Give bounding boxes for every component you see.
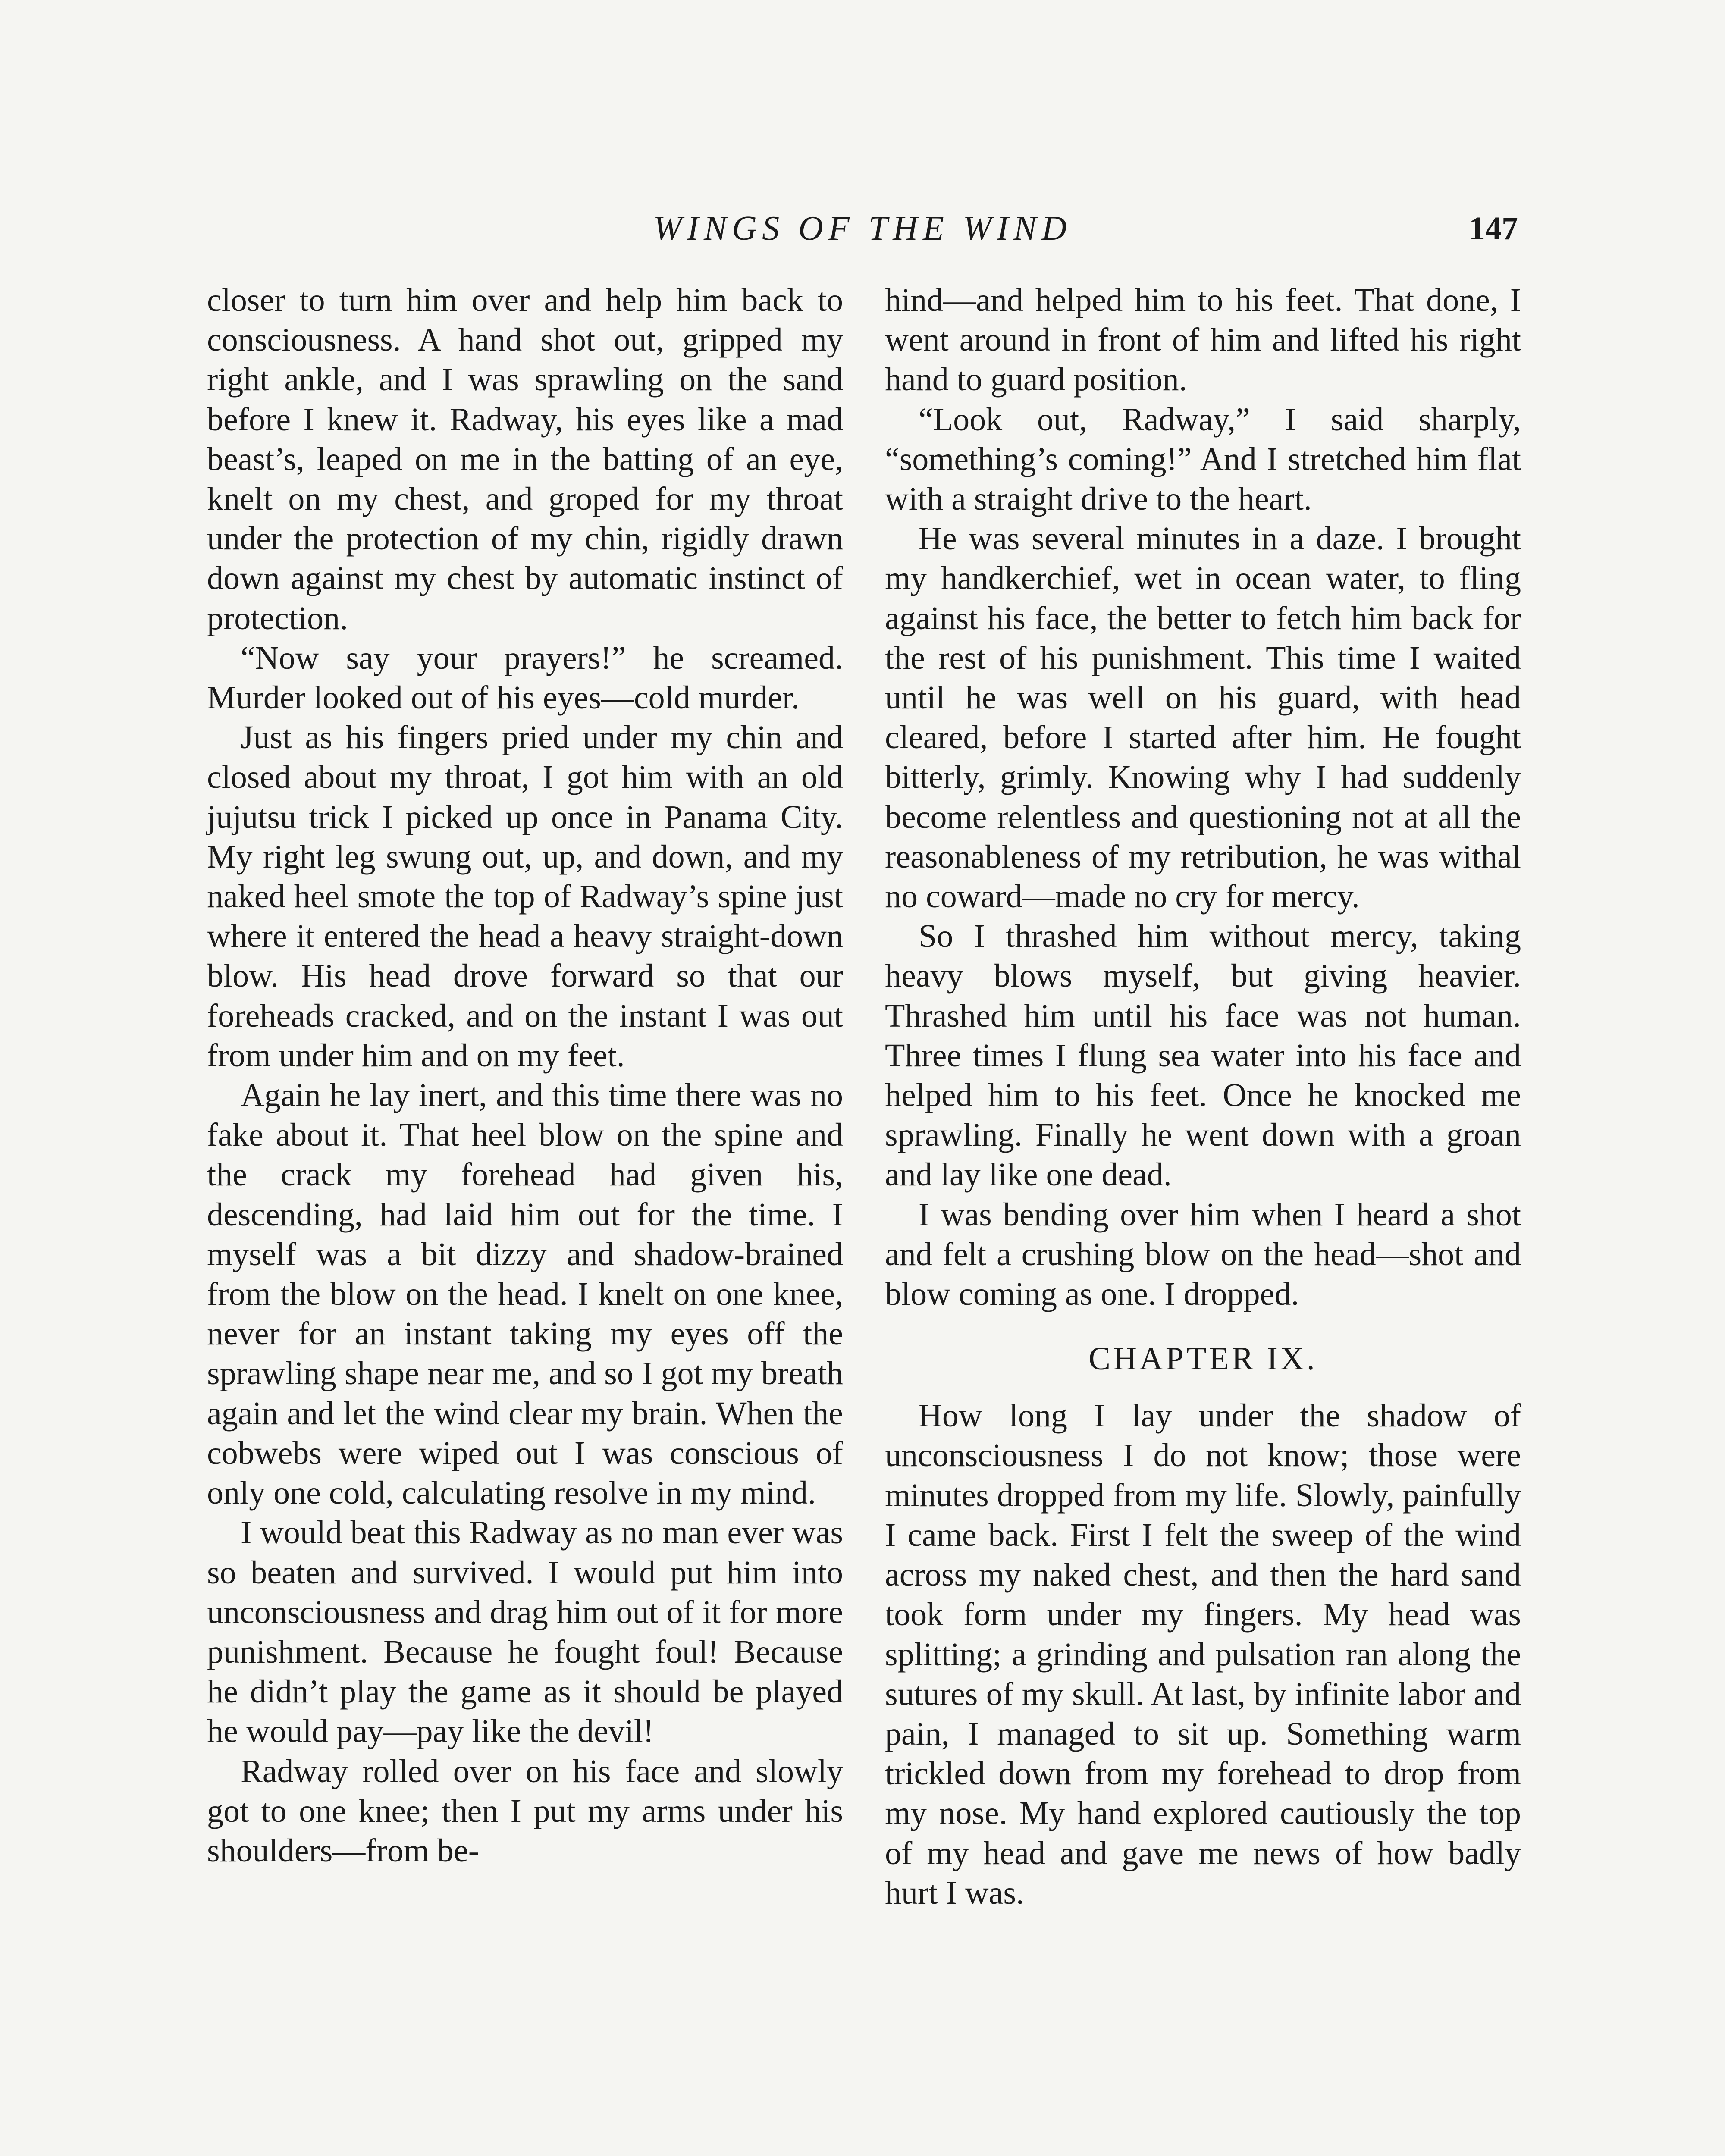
- left-column: [207, 280, 843, 1871]
- paragraph: Radway rolled over on his face and slowly got to one knee; then I put my arms under his shoulders—from be-: [207, 1753, 843, 1869]
- paragraph: Again he lay inert, and this time there was no fake about it. That heel blow on the spine and the crack my forehead had given his, descending, had laid him out for the time. I myself was a bit dizzy and shadow-brained from the blow on the head. I knelt on one knee, never for an instant taking my eyes off the sprawling shape near me, and so I got my breath again and let the wind clear my brain. When the cobwebs were wiped out I was conscious of only one cold, calculating resolve in my mind.: [207, 1077, 843, 1511]
- paragraph: hind—and helped him to his feet. That done, I went around in front of him and lifted his right hand to guard position.: [885, 282, 1521, 398]
- paragraph: So I thrashed him without mercy, taking heavy blows myself, but giving heavier. Thrashed him until his face was not human. Three times I flung sea water into his face and helped him to his feet. Once he knocked me sprawling. Finally he went down with a groan and lay like one dead.: [885, 918, 1521, 1193]
- paragraph: I would beat this Radway as no man ever was so beaten and survived. I would put him into unconsciousness and drag him out of it for more punishment. Because he fought foul! Because he didn’t play the game as it should be played he would pay—pay like the devil!: [207, 1514, 843, 1750]
- right-column: [885, 280, 1521, 1913]
- paragraph: How long I lay under the shadow of unconsciousness I do not know; those were minutes dropped from my life. Slowly, painfully I came back. First I felt the sweep of the wind across my naked chest, and then the hard sand took form under my fingers. My head was splitting; a grinding and pulsation ran along the sutures of my skull. At last, by infinite labor and pain, I managed to sit up. Something warm trickled down from my forehead to drop from my nose. My hand explored cautiously the top of my head and gave me news of how badly hurt I was.: [885, 1398, 1521, 1911]
- page-number: 147: [1469, 210, 1518, 247]
- paragraph: Just as his fingers pried under my chin and closed about my throat, I got him with an old jujutsu trick I picked up once in Panama City. My right leg swung out, up, and down, and my naked heel smote the top of Radway’s spine just where it entered the head a heavy straight-down blow. His head drove forward so that our foreheads cracked, and on the instant I was out from under him and on my feet.: [207, 719, 843, 1074]
- running-title: WINGS OF THE WIND: [653, 210, 1072, 248]
- paragraph: “Look out, Radway,” I said sharply, “something’s coming!” And I stretched him flat with a straight drive to the heart.: [885, 401, 1521, 517]
- paragraph: He was several minutes in a daze. I brought my handkerchief, wet in ocean water, to fling against his face, the better to fetch him back for the rest of his punishment. This time I waited until he was well on his guard, with head cleared, before I started after him. He fought bitterly, grimly. Knowing why I had suddenly become relentless and questioning not at all the reasonableness of my retribution, he was withal no coward—made no cry for mercy.: [885, 520, 1521, 915]
- running-head: [207, 203, 1518, 254]
- paragraph: I was bending over him when I heard a shot and felt a crushing blow on the head—shot and blow coming as one. I dropped.: [885, 1196, 1521, 1313]
- paragraph: “Now say your prayers!” he screamed. Murder looked out of his eyes—cold murder.: [207, 639, 843, 716]
- chapter-heading: CHAPTER IX.: [1088, 1341, 1317, 1377]
- paragraph: closer to turn him over and help him back to consciousness. A hand shot out, gripped my right ankle, and I was sprawling on the sand before I knew it. Radway, his eyes like a mad beast’s, leaped on me in the batting of an eye, knelt on my chest, and groped for my throat under the protection of my chin, rigidly drawn down against my chest by automatic instinct of protection.: [207, 282, 843, 636]
